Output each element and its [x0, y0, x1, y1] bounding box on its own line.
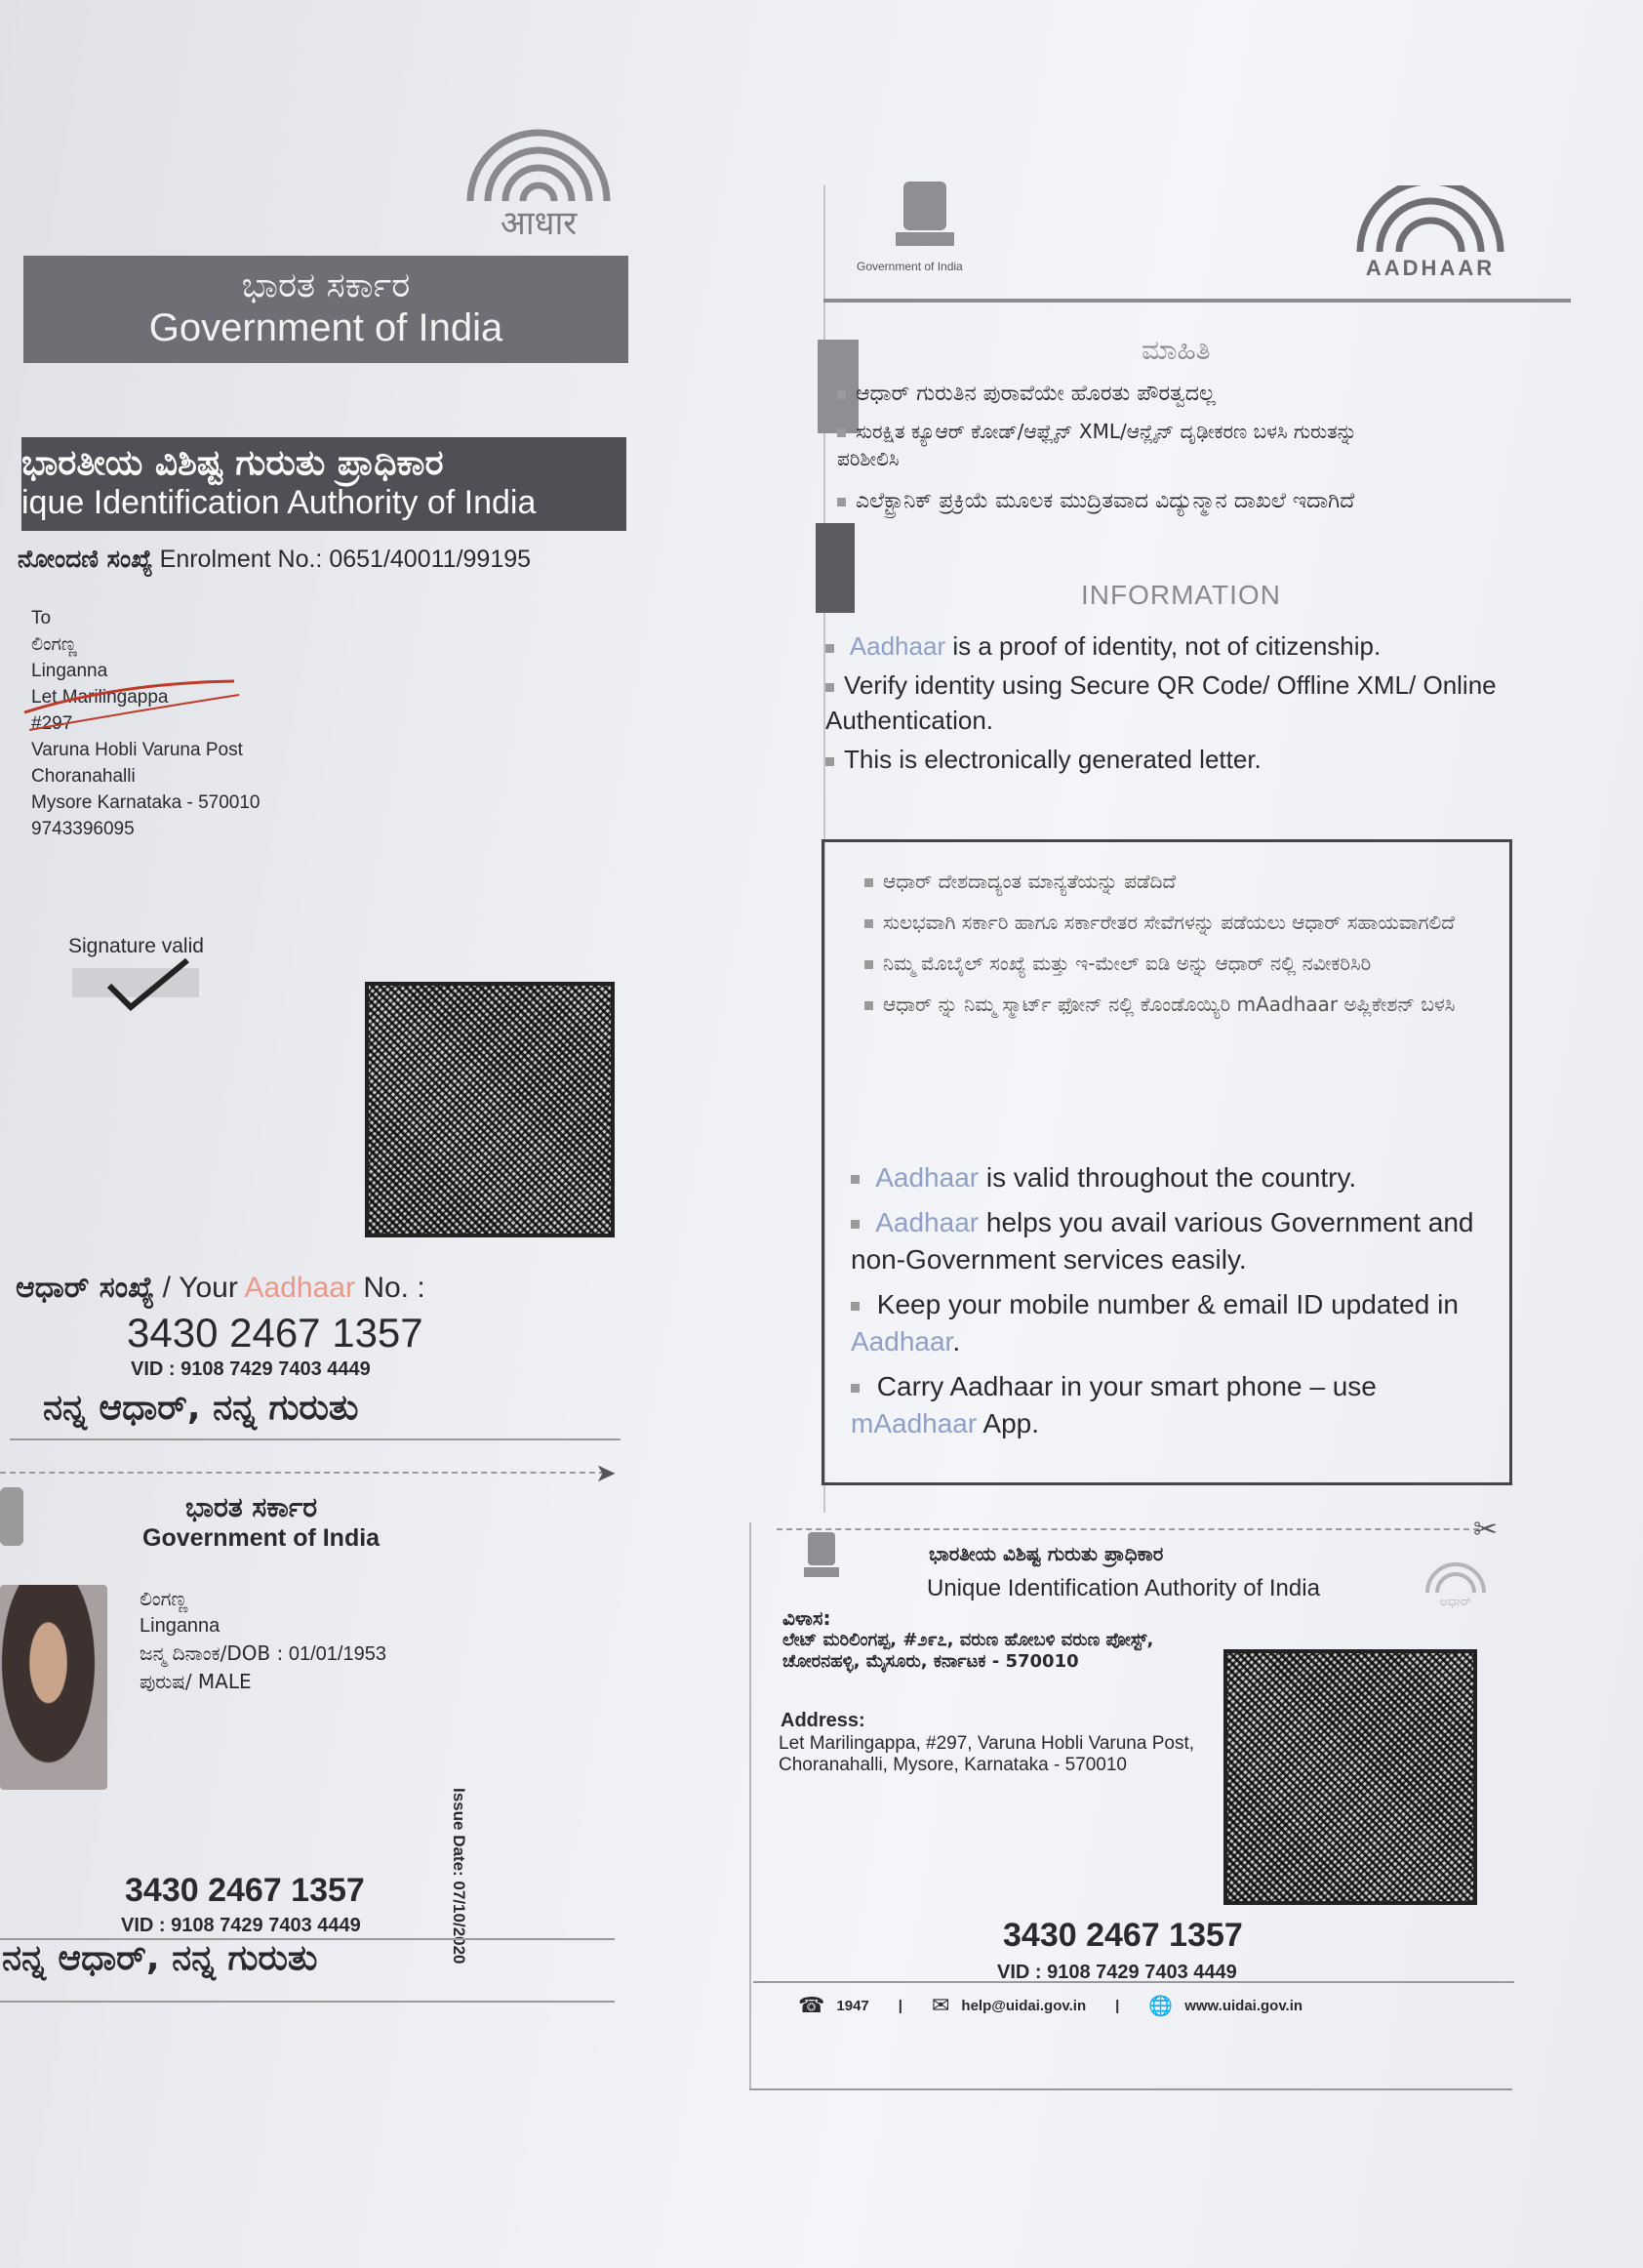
list-item-text: . [952, 1326, 961, 1357]
header-rule [823, 299, 1571, 303]
emblem-icon [890, 178, 960, 260]
back-small-logo-text: ಆಧಾರ್ [1439, 1595, 1472, 1609]
back-address-kannada: ಲೇಟ್ ಮರಿಲಿಂಗಪ್ಪ, #೨೯೭, ವರುಣ ಹೋಬಳಿ ವರುಣ ಪೋಸ್ಟ್, ಚೋರನಹಳ್ಳಿ, ಮೈಸೂರು, ಕರ್ನಾಟಕ - 570010 [782, 1630, 1154, 1672]
back-address: Let Marilingappa, #297, Varuna Hobli Varuna Post, Choranahalli, Mysore, Karnataka - 570010 [779, 1733, 1195, 1775]
footer-separator: | [1115, 1997, 1120, 2014]
vid-number: VID : 9108 7429 7403 4449 [131, 1358, 371, 1380]
back-card-edge [749, 1522, 751, 2088]
fingerprint-icon [1422, 1559, 1490, 1595]
card-photo [0, 1585, 107, 1790]
list-item-text: is valid throughout the country. [979, 1162, 1357, 1193]
tagline: ನನ್ನ ಆಧಾರ್, ನನ್ನ ಗುರುತು [43, 1388, 359, 1428]
list-item-text: is a proof of identity, not of citizenship. [945, 631, 1382, 661]
fingerprint-icon [451, 125, 626, 203]
card-gender: ಪುರುಷ/ MALE [140, 1670, 252, 1693]
card-name-kannada: ಲಿಂಗಣ್ಣ [140, 1587, 188, 1610]
back-divider [753, 1981, 1514, 1983]
fingerprint-icon [1342, 185, 1518, 254]
back-uidai-kannada: ಭಾರತೀಯ ವಿಶಿಷ್ಟ ಗುರುತು ಪ್ರಾಧಿಕಾರ [929, 1542, 1164, 1565]
aadhaar-logo-text: AADHAAR [1365, 256, 1496, 280]
emblem-caption: Government of India [857, 260, 963, 273]
helpline-number: 1947 [836, 1997, 869, 2014]
back-footer [798, 1993, 1302, 2018]
list-item-text: Carry Aadhaar in your smart phone – use [876, 1371, 1377, 1401]
aadhaar-logo [451, 125, 626, 242]
uidai-band-kannada: ಭಾರತೀಯ ವಿಶಿಷ್ಟ ಗುರುತು ಪ್ರಾಧಿಕಾರ [21, 443, 444, 483]
globe-icon: 🌐 [1148, 1995, 1174, 2017]
website: www.uidai.gov.in [1184, 1997, 1303, 2014]
address-line: To [31, 608, 52, 628]
enrolment-label-kannada: ನೋಂದಣಿ ಸಂಖ್ಯೆ [18, 545, 153, 573]
mail-icon: ✉ [931, 1993, 950, 2017]
list-item-text: helps you avail various Government and non-Government services easily. [851, 1207, 1474, 1275]
back-address-label: Address: [781, 1710, 865, 1731]
address-line: Varuna Hobli Varuna Post [31, 740, 243, 760]
list-item: ಆಧಾರ್ ಗುರುತಿನ ಪುರಾವೆಯೇ ಹೊರತು ಪೌರತ್ವದಲ್ಲ [837, 381, 1383, 408]
card-vid: VID : 9108 7429 7403 4449 [121, 1915, 361, 1936]
box-kannada-list [864, 869, 1469, 1017]
enrolment-label: Enrolment No.: [159, 546, 323, 573]
back-qr-code [1223, 1649, 1477, 1905]
card-bottom-line [0, 2001, 615, 2003]
list-item [851, 1204, 1475, 1278]
card-details [140, 1585, 386, 1695]
list-item: This is electronically generated letter. [825, 742, 1557, 777]
info-heading: INFORMATION [1081, 580, 1281, 610]
list-item-text: App. [977, 1408, 1040, 1438]
aadhaar-logo-text: आधार [500, 204, 578, 243]
card-gov-kannada: ಭಾರತ ಸರ್ಕಾರ [185, 1491, 318, 1523]
gov-band [23, 256, 628, 363]
footer-separator: | [898, 1997, 902, 2014]
list-item: ಎಲೆಕ್ಟ್ರಾನಿಕ್ ಪ್ರಕ್ರಿಯೆ ಮೂಲಕ ಮುದ್ರಿತವಾದ ವಿದ್ಯುನ್ಮಾನ ದಾಖಲೆ ಇದಾಗಿದೆ [837, 488, 1383, 515]
aadhaar-word: Aadhaar [875, 1207, 980, 1237]
qr-code [365, 982, 615, 1237]
card-name: Linganna [140, 1615, 220, 1637]
address-line: Let Marilingappa [31, 687, 169, 708]
signature-label: Signature valid [68, 935, 204, 957]
list-item [851, 1368, 1475, 1442]
list-item: ಸುರಕ್ಷಿತ ಕ್ಯೂಆರ್ ಕೋಡ್/ಆಫ್ಲೈನ್ XML/ಆನ್ಲೈನ್ ದೃಢೀಕರಣ ಬಳಸಿ ಗುರುತನ್ನು ಪರಿಶೀಲಿಸಿ [837, 418, 1383, 472]
card-gov-english: Government of India [142, 1524, 381, 1552]
address-line: #297 [31, 713, 73, 734]
card-dob-row [140, 1640, 386, 1668]
back-bottom-edge [749, 2088, 1512, 2090]
aadhaar-number-label-kannada: ಆಧಾರ್ ಸಂಖ್ಯೆ [16, 1271, 155, 1305]
enrolment-number: 0651/40011/99195 [329, 546, 532, 573]
box-english-list [851, 1159, 1475, 1442]
list-item: ಆಧಾರ್ ದೇಶದಾದ್ಯಂತ ಮಾನ್ಯತೆಯನ್ನು ಪಡೆದಿದೆ [864, 869, 1469, 894]
pen-strike-mark [20, 673, 244, 742]
back-uidai-english: Unique Identification Authority of India [927, 1575, 1320, 1601]
back-aadhaar-number: 3430 2467 1357 [1003, 1917, 1243, 1954]
info-kannada-list [837, 381, 1383, 515]
list-item: ನಿಮ್ಮ ಮೊಬೈಲ್ ಸಂಖ್ಯೆ ಮತ್ತು ಇ-ಮೇಲ್ ಐಡಿ ಅನ್ನು ಆಧಾರ್ ನಲ್ಲಿ ನವೀಕರಿಸಿರಿ [864, 951, 1469, 976]
enrolment-row [18, 545, 531, 574]
cut-line [777, 1528, 1479, 1530]
aadhaar-number: 3430 2467 1357 [127, 1310, 423, 1356]
address-line: Linganna [31, 661, 108, 681]
list-item [825, 628, 1557, 664]
uidai-band-english: ique Identification Authority of India [21, 484, 537, 521]
scissors-icon: ✂ [1473, 1514, 1499, 1546]
list-item [851, 1159, 1475, 1196]
address-line: Choranahalli [31, 766, 136, 787]
card-dob-label: ಜನ್ಮ ದಿನಾಂಕ/DOB : [140, 1641, 284, 1665]
emblem-icon [0, 1487, 23, 1546]
divider [10, 1438, 621, 1440]
card-aadhaar-number: 3430 2467 1357 [125, 1872, 365, 1909]
your-aadhaar-row [16, 1271, 425, 1305]
address-line: ಲಿಂಗಣ್ಣ [31, 633, 77, 655]
info-heading-kannada: ಮಾಹಿತಿ [1142, 334, 1211, 366]
aadhaar-logo [1342, 185, 1518, 283]
list-item [851, 1286, 1475, 1360]
back-vid: VID : 9108 7429 7403 4449 [997, 1962, 1237, 1983]
side-tab [816, 523, 855, 613]
list-item: Verify identity using Secure QR Code/ Offline XML/ Online Authentication. [825, 668, 1557, 738]
number-label: No. : [363, 1272, 425, 1304]
aadhaar-word: Aadhaar [244, 1272, 355, 1304]
aadhaar-word: Aadhaar [851, 1326, 953, 1357]
gov-band-kannada: ಭಾರತ ಸರ್ಕಾರ [241, 265, 411, 305]
list-item: ಆಧಾರ್ ನ್ನು ನಿಮ್ಮ ಸ್ಮಾರ್ಟ್ ಫೋನ್ ನಲ್ಲಿ ಕೊಂಡೊಯ್ಯಿರಿ mAadhaar ಅಪ್ಲಿಕೇಶನ್ ಬಳಸಿ [864, 992, 1469, 1017]
list-item: ಸುಲಭವಾಗಿ ಸರ್ಕಾರಿ ಹಾಗೂ ಸರ್ಕಾರೇತರ ಸೇವೆಗಳನ್ನು ಪಡೆಯಲು ಆಧಾರ್ ಸಹಾಯವಾಗಲಿದೆ [864, 910, 1469, 935]
card-dob: 01/01/1953 [288, 1643, 386, 1665]
uidai-band [21, 437, 626, 531]
back-small-logo [1417, 1559, 1495, 1609]
back-address-label-kannada: ವಿಳಾಸ: [782, 1606, 831, 1630]
your-label: / Your [162, 1272, 238, 1304]
aadhaar-word: Aadhaar [849, 631, 946, 661]
maadhaar-word: mAadhaar [851, 1408, 978, 1438]
phone-icon: ☎ [798, 1993, 825, 2017]
address-line: 9743396095 [31, 819, 135, 839]
list-item-text: Keep your mobile number & email ID updated in [876, 1289, 1459, 1319]
info-english-list [825, 628, 1557, 777]
help-email: help@uidai.gov.in [961, 1997, 1087, 2014]
card-tagline: ನನ್ನ ಆಧಾರ್, ನನ್ನ ಗುರುತು [2, 1938, 318, 1978]
aadhaar-word: Aadhaar [875, 1162, 980, 1193]
signature-check-icon [70, 956, 207, 1015]
address-line: Mysore Karnataka - 570010 [31, 792, 260, 813]
emblem-icon [800, 1530, 845, 1583]
gov-band-english: Government of India [148, 306, 503, 349]
card-issue-date: Issue Date: 07/10/2020 [450, 1788, 468, 1964]
cut-line [0, 1472, 605, 1474]
arrow-icon: ➤ [595, 1458, 617, 1487]
